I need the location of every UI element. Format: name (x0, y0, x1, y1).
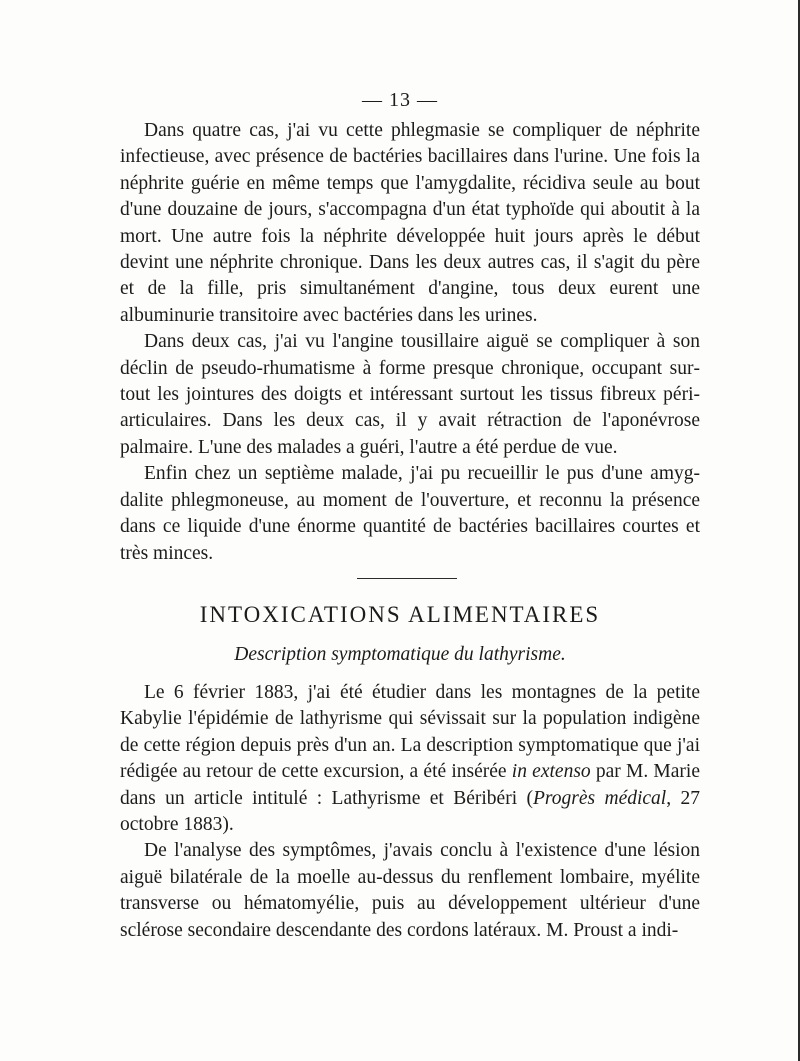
italic-phrase: in extenso (511, 761, 591, 783)
page-number: — 13 — (362, 89, 438, 111)
paragraph (120, 680, 700, 838)
paragraph: Enfin chez un septième malade, j'ai pu recueillir le pus d'une amygdalite phlegmoneuse, au moment de l'ouverture, et reconnu la présence dans ce liquide d'une énorme quantité de bactéries bacillaires courtes et très minces. (120, 463, 700, 564)
paragraph-text: Le 6 février 1883, j'ai été étudier dans les montagnes de la petite Kabylie l'épidémie de lathyrisme qui sévissait sur la population indigène de cette région depuis près d'un an. La description symptomatique que j'ai rédigée au retour de cette excursion, a été insérée (120, 682, 700, 783)
journal-title: Progrès médical (533, 787, 667, 809)
text-block-top (120, 118, 700, 567)
text-block-bottom (120, 680, 700, 944)
section-title: INTOXICATIONS ALIMENTAIRES (199, 602, 601, 627)
paragraph: Dans deux cas, j'ai vu l'angine tousillaire aiguë se compliquer à son déclin de pseudo-rhumatisme à forme presque chronique, occupant surtout les jointures des doigts et intéressant surtout les tissus fibreux périarticulaires. Dans les deux cas, il y avait rétraction de l'aponévrose palmaire. L'une des malades a guéri, l'autre a été perdue de vue. (120, 331, 700, 458)
paragraph-text: par M. Marie dans un article intitulé : Lathyrisme et Béribéri ( (120, 761, 700, 809)
section-subtitle: Description symptomatique du lathyrisme. (234, 644, 566, 665)
paragraph: De l'analyse des symptômes, j'avais conclu à l'existence d'une lésion aiguë bilatérale de la moelle au-dessus du renflement lombaire, myélite transverse ou hématomyélie, puis au développement ultérieur d'une sclérose secondaire descendante des cordons latéraux. M. Proust a indi- (120, 840, 700, 941)
section-divider (357, 578, 457, 579)
paragraph-text: , 27 octobre 1883). (120, 787, 700, 836)
paragraph: Dans quatre cas, j'ai vu cette phlegmasie se compliquer de néphrite infectieuse, avec présence de bactéries bacillaires dans l'urine. Une fois la néphrite guérie en même temps que l'amygdalite, récidiva seule au bout d'une douzaine de jours, s'accompagna d'un état typhoïde qui aboutit à la mort. Une autre fois la néphrite développée huit jours après le début devint une néphrite chronique. Dans les deux autres cas, il s'agit du père et de la fille, pris simultanément d'angine, tous deux eurent une albuminurie transitoire avec bactéries dans les urines. (120, 120, 700, 326)
